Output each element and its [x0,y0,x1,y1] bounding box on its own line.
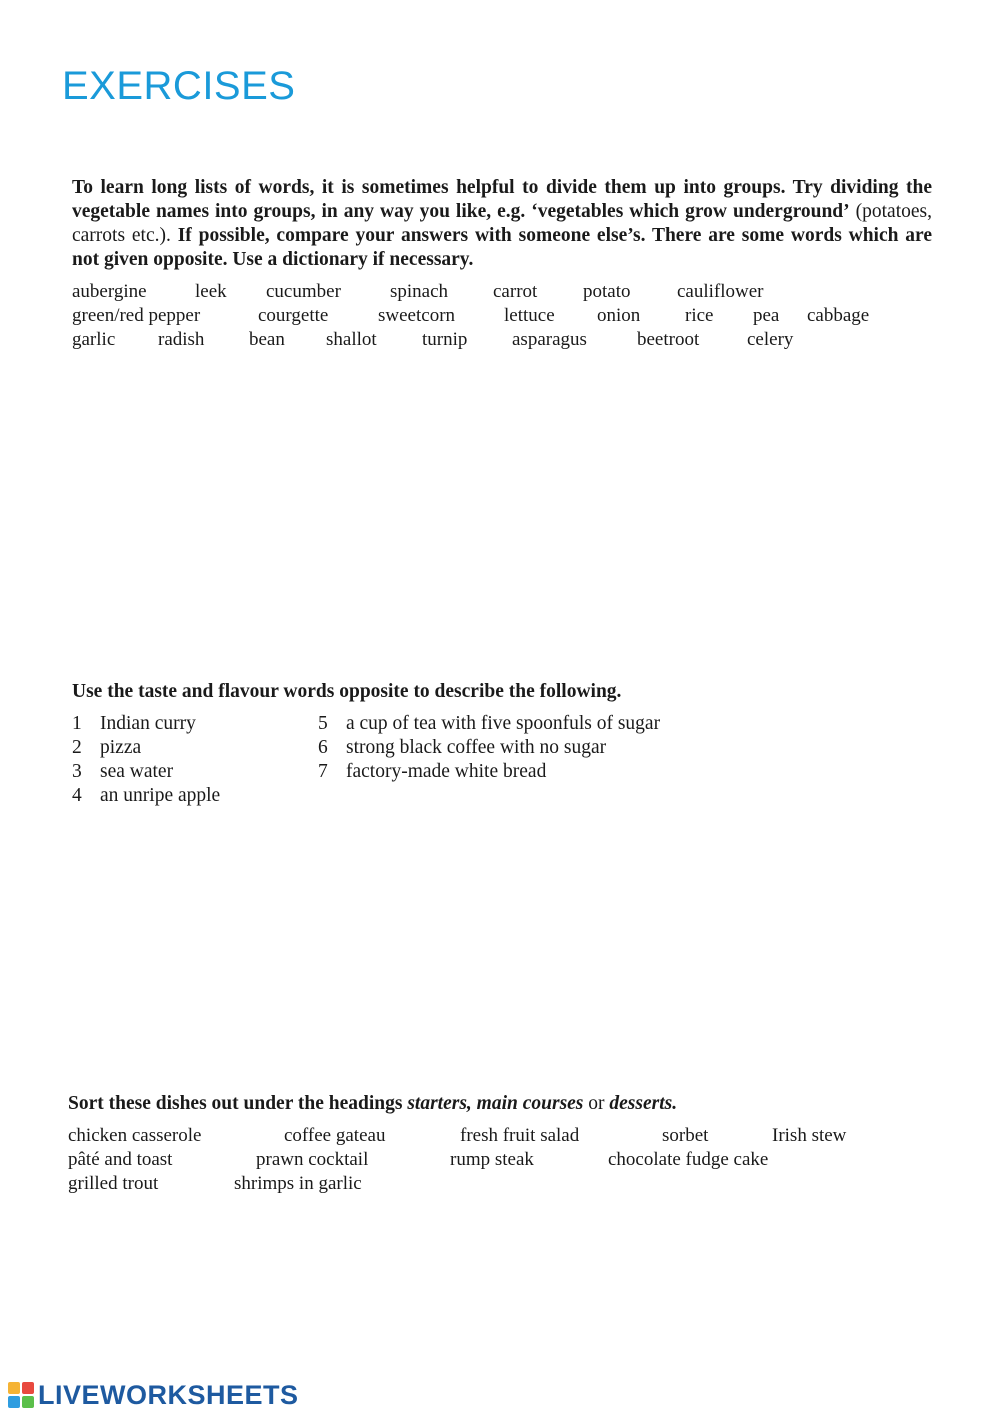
item-number: 2 [72,737,82,758]
vegetable-word: carrot [493,281,538,302]
vegetable-word: rice [685,305,714,326]
taste-instruction: Use the taste and flavour words opposite to describe the following. [72,681,622,702]
vegetable-word: celery [747,329,794,350]
vegetable-word: pea [753,305,780,326]
vegetables-exercise [72,176,932,352]
vegetable-word: asparagus [512,329,587,350]
vegetable-word: turnip [422,329,468,350]
word-row [68,1124,928,1148]
item-text: Indian curry [100,713,196,734]
vegetable-word: shallot [326,329,377,350]
dishes-instruction: Sort these dishes out under the headings starters, main courses or desserts. [68,1093,678,1114]
item-text: an unripe apple [100,785,221,806]
dish-word: Irish stew [772,1125,847,1146]
word-row [72,280,932,304]
vegetable-word: leek [195,281,227,302]
item-number: 3 [72,761,82,782]
vegetable-word: cabbage [807,305,870,326]
dish-word: chocolate fudge cake [608,1149,769,1170]
list-row [72,736,932,760]
list-row [72,760,932,784]
taste-item-list [72,712,932,808]
dish-word: grilled trout [68,1173,159,1194]
liveworksheets-brand [8,1380,299,1410]
dish-word: shrimps in garlic [234,1173,362,1194]
vegetable-word: potato [583,281,631,302]
item-text: sea water [100,761,174,782]
item-text: factory-made white bread [346,761,547,782]
item-text: pizza [100,737,142,758]
vegetable-word: beetroot [637,329,700,350]
vegetable-word: sweetcorn [378,305,456,326]
dish-word: rump steak [450,1149,534,1170]
word-row [68,1148,928,1172]
item-number: 1 [72,713,82,734]
item-text: strong black coffee with no sugar [346,737,607,758]
vegetable-word: cauliflower [677,281,764,302]
word-row [72,304,932,328]
vegetable-word: radish [158,329,205,350]
vegetable-word: spinach [390,281,449,302]
vegetables-instruction: To learn long lists of words, it is sometimes helpful to divide them up into groups. Try dividing the vegetable names into groups, in any way you like, e.g. ‘vegetables which grow underground’ (potatoes, carrots etc.). If possible, compare your answers with someone else’s. There are some words which are not given opposite. Use a dictionary if necessary. [72,177,932,270]
word-row [68,1172,928,1196]
item-number: 5 [318,713,328,734]
item-text: a cup of tea with five spoonfuls of sugar [346,713,661,734]
vegetable-word: green/red pepper [72,305,201,326]
vegetable-word: aubergine [72,281,147,302]
item-number: 6 [318,737,328,758]
vegetable-word: onion [597,305,641,326]
page-title: EXERCISES [62,64,296,108]
dish-word: pâté and toast [68,1149,173,1170]
taste-exercise [72,680,932,808]
vegetable-word: cucumber [266,281,341,302]
vegetable-word: courgette [258,305,329,326]
vegetable-word: lettuce [504,305,555,326]
vegetable-word: bean [249,329,285,350]
list-row [72,712,932,736]
dishes-exercise [68,1092,928,1196]
liveworksheets-logo-icon [8,1382,34,1408]
item-number: 4 [72,785,82,806]
dish-word: coffee gateau [284,1125,386,1146]
dish-word: chicken casserole [68,1125,202,1146]
word-row [72,328,932,352]
item-number: 7 [318,761,328,782]
dish-word: fresh fruit salad [460,1125,580,1146]
dish-word-list [68,1124,928,1196]
dish-word: sorbet [662,1125,709,1146]
vegetable-word: garlic [72,329,116,350]
dish-word: prawn cocktail [256,1149,369,1170]
list-row [72,784,932,808]
vegetable-word-list [72,280,932,352]
brand-name: LIVEWORKSHEETS [38,1379,299,1410]
